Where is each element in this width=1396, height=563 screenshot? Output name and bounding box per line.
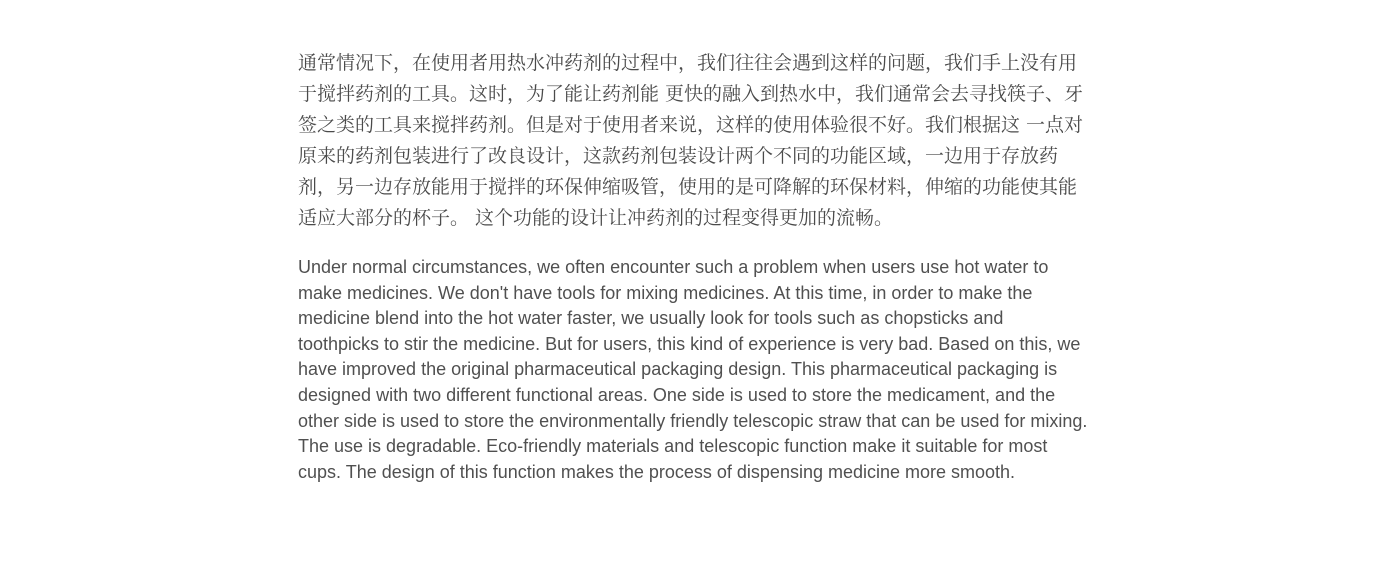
description-chinese: 通常情况下，在使用者用热水冲药剂的过程中，我们往往会遇到这样的问题，我们手上没有用于搅拌药剂的工具。这时，为了能让药剂能 更快的融入到热水中，我们通常会去寻找筷子、牙签之类的工具来搅拌药剂。但是对于使用者来说，这样的使用体验很不好。我们根据这 一点对原来的药剂包装进行了改良设计，这款药剂包装设计两个不同的功能区域，一边用于存放药剂，另一边存放能用于搅拌的环保伸缩吸管，使用的是可降解的环保材料，伸缩的功能使其能适应大部分的杯子。 这个功能的设计让冲药剂的过程变得更加的流畅。 (298, 52, 1084, 229)
description-english: Under normal circumstances, we often encounter such a problem when users use hot water to make medicines. We don't have tools for mixing medicines. At this time, in order to make the medicine blend into the hot water faster, we usually look for tools such as chopsticks and toothpicks to stir the medicine. But for users, this kind of experience is very bad. Based on this, we have improved the original pharmaceutical packaging design. This pharmaceutical packaging is designed with two different functional areas. One side is used to store the medicament, and the other side is used to store the environmentally friendly telescopic straw that can be used for mixing. The use is degradable. Eco-friendly materials and telescopic function make it suitable for most cups. The design of this function makes the process of dispensing medicine more smooth. (298, 257, 1088, 482)
project-description (298, 48, 1088, 482)
